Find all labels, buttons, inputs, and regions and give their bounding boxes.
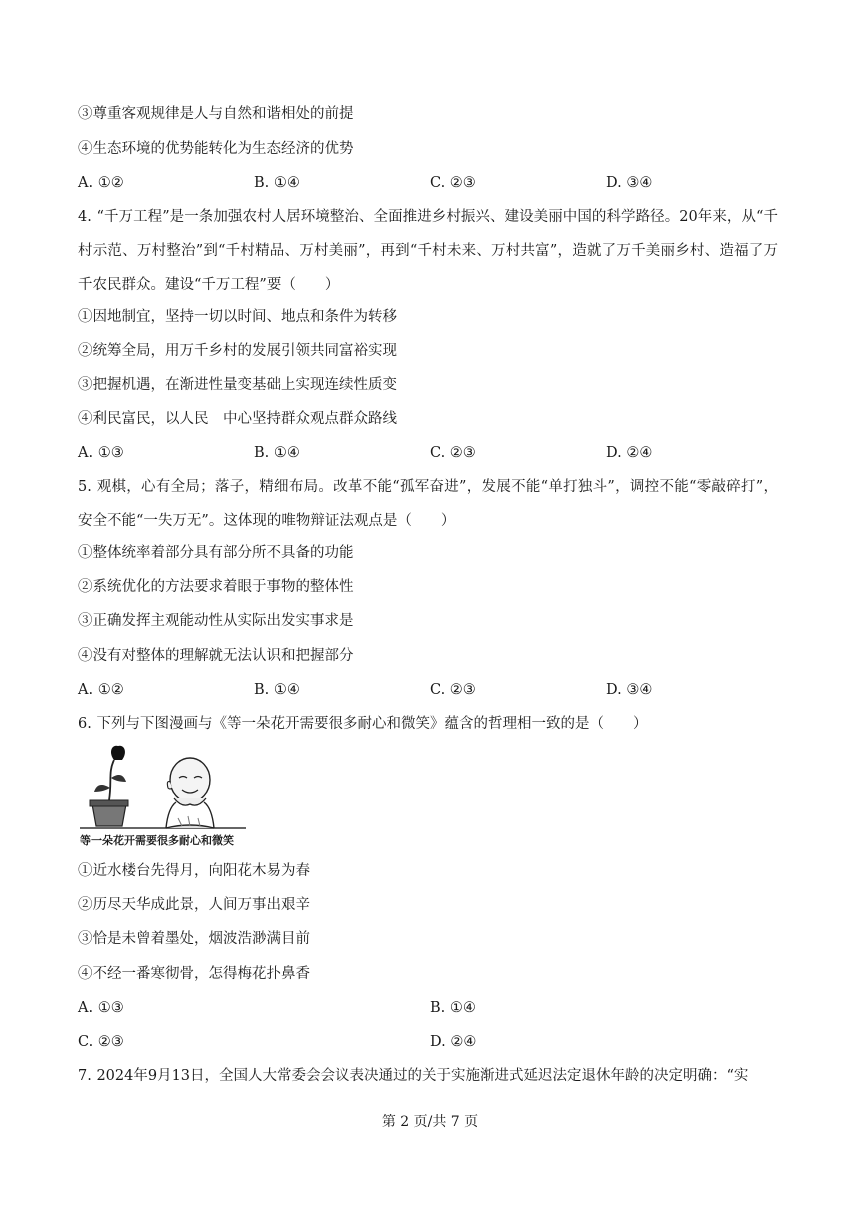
q5-option-d: D. ③④	[606, 682, 653, 698]
q3-option-d: D. ③④	[606, 175, 653, 191]
q5-option-c: C. ②③	[430, 682, 476, 698]
q4-options	[78, 443, 778, 463]
page-footer: 第 2 页/共 7 页	[381, 1114, 479, 1130]
q5-option-b: B. ①④	[254, 682, 300, 698]
q6-options-row-2	[78, 1032, 778, 1052]
q5-statement-4: ④没有对整体的理解就无法认识和把握部分	[78, 648, 354, 664]
q4-option-c: C. ②③	[430, 445, 476, 461]
q6-statement-1: ①近水楼台先得月，向阳花木易为春	[78, 863, 310, 879]
q6-option-c: C. ②③	[78, 1034, 124, 1050]
q3-option-b: B. ①④	[254, 175, 300, 191]
q6-statement-3: ③恰是未曾着墨处，烟波浩渺满目前	[78, 931, 310, 947]
q4-statement-3: ③把握机遇，在渐进性量变基础上实现连续性质变	[78, 377, 397, 393]
q7-stem: 7. 2024年9月13日，全国人大常委会会议表决通过的关于实施渐进式延迟法定退休年龄的决定明确：“实	[78, 1068, 749, 1084]
q3-option-a: A. ①②	[78, 175, 124, 191]
q4-option-a: A. ①③	[78, 445, 124, 461]
q4-statement-2: ②统筹全局，用万千乡村的发展引领共同富裕实现	[78, 343, 397, 359]
q6-statement-2: ②历尽天华成此景，人间万事出艰辛	[78, 897, 310, 913]
q6-statement-4: ④不经一番寒彻骨，怎得梅花扑鼻香	[78, 966, 310, 982]
q6-option-a: A. ①③	[78, 1000, 124, 1016]
q6-option-d: D. ②④	[430, 1034, 477, 1050]
q4-option-b: B. ①④	[254, 445, 300, 461]
cartoon-illustration	[78, 742, 250, 834]
q5-options	[78, 680, 778, 700]
q3-statement-4: ④生态环境的优势能转化为生态经济的优势	[78, 141, 354, 157]
q5-statement-3: ③正确发挥主观能动性从实际出发实事求是	[78, 613, 354, 629]
q4-statement-4: ④利民富民，以人民 中心坚持群众观点群众路线	[78, 411, 397, 427]
q3-statement-3: ③尊重客观规律是人与自然和谐相处的前提	[78, 106, 354, 122]
q3-option-c: C. ②③	[430, 175, 476, 191]
q5-statement-2: ②系统优化的方法要求着眼于事物的整体性	[78, 579, 354, 595]
q6-option-b: B. ①④	[430, 1000, 476, 1016]
cartoon-caption: 等一朵花开需要很多耐心和微笑	[80, 834, 234, 847]
q5-option-a: A. ①②	[78, 682, 124, 698]
q4-option-d: D. ②④	[606, 445, 653, 461]
q5-stem: 5. 观棋，心有全局；落子，精细布局。改革不能“孤军奋进”，发展不能“单打独斗”，调控不能“零敲碎打”，安全不能“一失万无”。这体现的唯物辩证法观点是（ ）	[78, 479, 778, 529]
q3-options	[78, 173, 778, 193]
q6-stem: 6. 下列与下图漫画与《等一朵花开需要很多耐心和微笑》蕴含的哲理相一致的是（ ）	[78, 716, 648, 732]
q4-stem: 4. “千万工程”是一条加强农村人居环境整治、全面推进乡村振兴、建设美丽中国的科学路径。20年来，从“千村示范、万村整治”到“千村精品、万村美丽”，再到“千村未来、万村共富”，造就了万千美丽乡村、造福了万千农民群众。建设“千万工程”要（ ）	[78, 209, 778, 293]
q6-options-row-1	[78, 998, 778, 1018]
q5-statement-1: ①整体统率着部分具有部分所不具备的功能	[78, 545, 354, 561]
cartoon-figure	[78, 742, 250, 850]
q4-statement-1: ①因地制宜，坚持一切以时间、地点和条件为转移	[78, 309, 397, 325]
